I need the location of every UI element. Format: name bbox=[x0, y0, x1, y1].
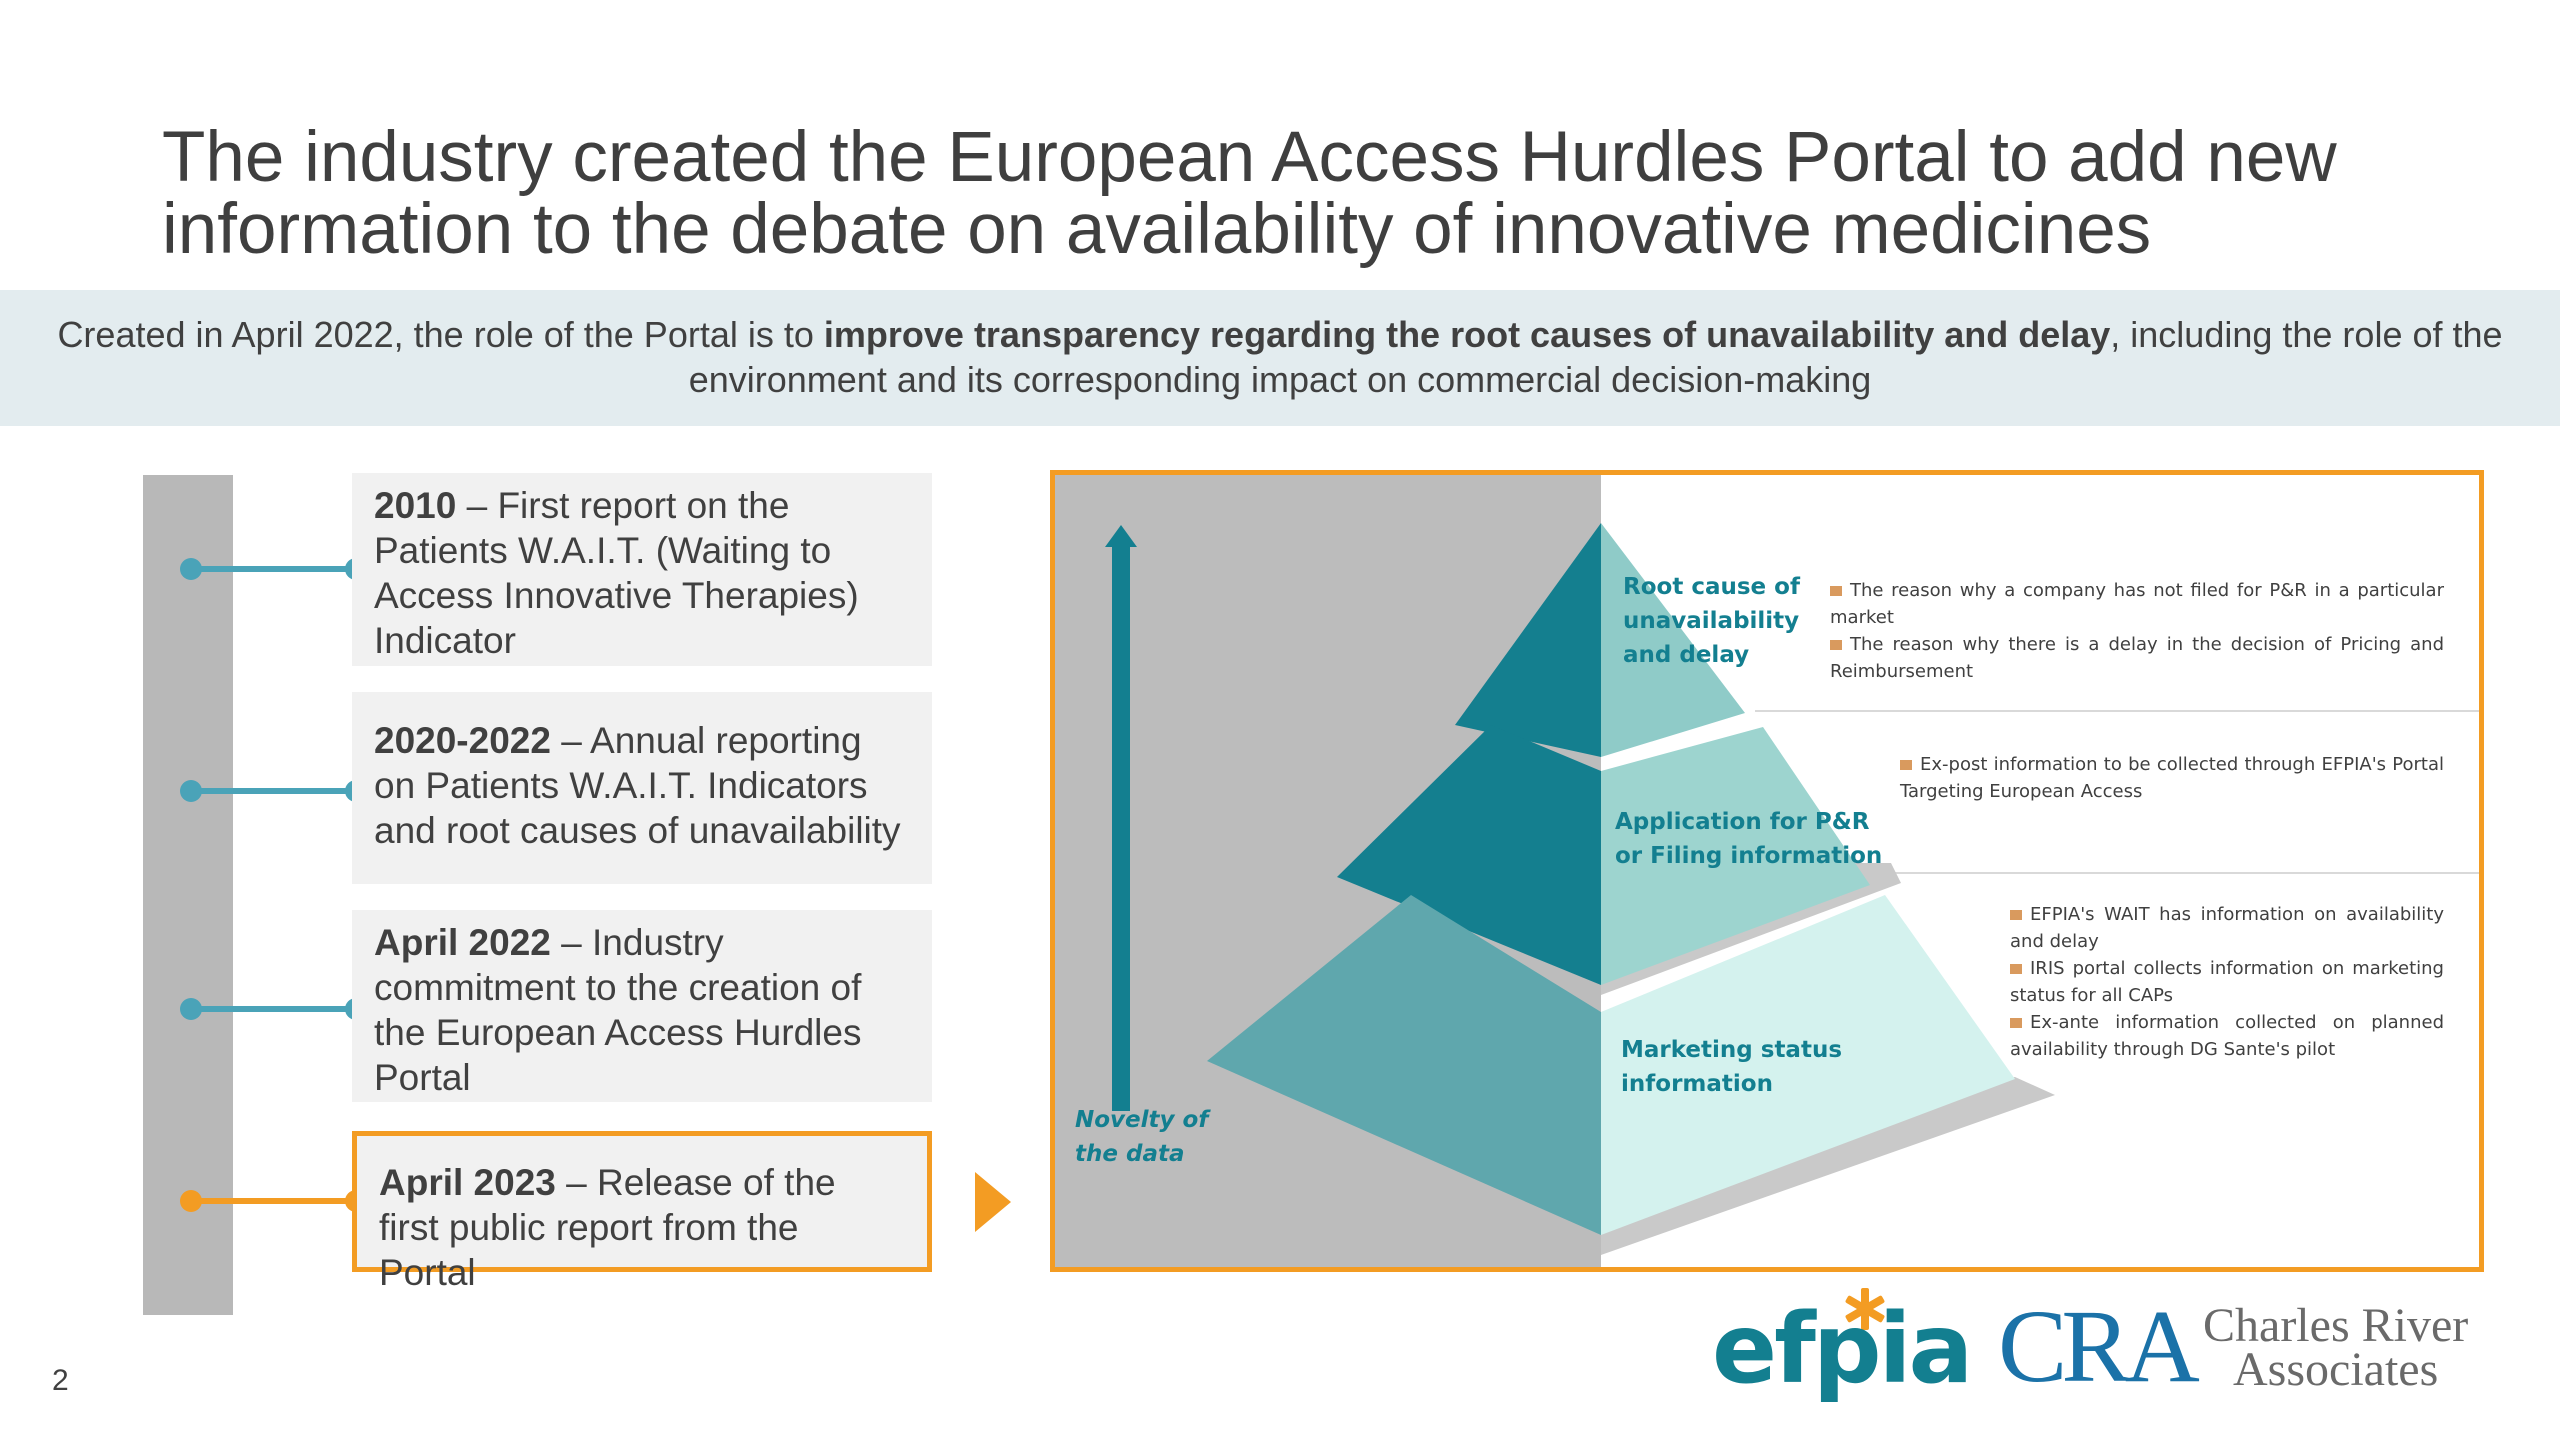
pyramid-label-marketing-status bbox=[1621, 1033, 1842, 1101]
timeline-rail-arrowhead bbox=[143, 1272, 233, 1314]
pyramid-label-line: Marketing status bbox=[1621, 1037, 1843, 1063]
pyramid-label-line: unavailability bbox=[1623, 608, 1800, 634]
novelty-axis-label bbox=[1075, 1103, 1208, 1171]
pyramid-label-line: or Filing information bbox=[1615, 843, 1883, 869]
cra-logo bbox=[1998, 1289, 2498, 1404]
pointer-arrow bbox=[975, 1172, 1011, 1232]
bullet-square-icon bbox=[1830, 640, 1842, 650]
timeline-connector bbox=[190, 566, 356, 572]
subtitle-lead: Created in April 2022, the role of the Portal is to bbox=[57, 314, 824, 355]
cra-name bbox=[2203, 1299, 2469, 1396]
bullet-item: Ex-post information to be collected through EFPIA's Portal Targeting European Access bbox=[1900, 754, 2444, 802]
subtitle-emphasis: improve transparency regarding the root causes of unavailability and delay bbox=[823, 314, 2111, 355]
slide-title bbox=[162, 118, 2462, 269]
timeline-text: – Annual reporting on Patients W.A.I.T. Indicators and root causes of unavailability bbox=[374, 720, 901, 851]
timeline-rail bbox=[143, 475, 233, 1315]
bullet-item: The reason why a company has not filed for P&R in a particular market bbox=[1830, 580, 2444, 628]
timeline-text: – Industry commitment to the creation of the European Access Hurdles Portal bbox=[374, 922, 862, 1098]
timeline-text: – Release of the first public report from the Portal bbox=[379, 1162, 836, 1293]
title-line-2: information to the debate on availability of innovative medicines bbox=[162, 190, 2152, 269]
bullet-item: Ex-ante information collected on planned availability through DG Sante's pilot bbox=[2010, 1012, 2444, 1060]
timeline-item-april-2023 bbox=[352, 1131, 932, 1293]
pyramid-label-line: Root cause of bbox=[1623, 574, 1800, 600]
timeline-dot-highlight bbox=[180, 1190, 202, 1212]
page-number: 2 bbox=[52, 1364, 69, 1397]
novelty-label-line: Novelty of bbox=[1075, 1107, 1209, 1133]
timeline-year: 2020-2022 bbox=[374, 720, 551, 761]
bullet-square-icon bbox=[2010, 1018, 2022, 1028]
cra-name-line: Associates bbox=[2233, 1343, 2439, 1396]
novelty-arrow-shaft bbox=[1112, 543, 1130, 1111]
bullet-item: The reason why there is a delay in the decision of Pricing and Reimbursement bbox=[1830, 634, 2444, 682]
timeline-dot bbox=[180, 998, 202, 1020]
subtitle-tail: , including the role of the environment and its corresponding impact on commercial decision-making bbox=[688, 314, 2503, 400]
cra-name-line: Charles River bbox=[2203, 1299, 2469, 1352]
bullet-list-marketing-status bbox=[2010, 901, 2444, 1063]
bullet-square-icon bbox=[1830, 586, 1842, 596]
timeline-dot bbox=[180, 780, 202, 802]
cra-mark: CRA bbox=[1998, 1289, 2194, 1404]
novelty-label-line: the data bbox=[1075, 1141, 1185, 1167]
subtitle-text bbox=[30, 312, 2530, 402]
timeline-year: April 2023 bbox=[379, 1162, 556, 1203]
bullet-list-root-cause bbox=[1830, 577, 2444, 685]
pyramid-diagram bbox=[1050, 470, 2484, 1272]
bullet-square-icon bbox=[2010, 910, 2022, 920]
bullet-square-icon bbox=[1900, 760, 1912, 770]
timeline-year: April 2022 bbox=[374, 922, 551, 963]
timeline-connector-highlight bbox=[190, 1198, 356, 1204]
bullet-list-application bbox=[1900, 751, 2444, 805]
bullet-square-icon bbox=[2010, 964, 2022, 974]
timeline-dot bbox=[180, 558, 202, 580]
timeline-item-april-2022 bbox=[352, 910, 932, 1102]
efpia-wordmark: efpia bbox=[1712, 1293, 1971, 1405]
timeline-item-2020-2022 bbox=[352, 692, 932, 884]
efpia-logo bbox=[1712, 1288, 1971, 1418]
bullet-item: IRIS portal collects information on marketing status for all CAPs bbox=[2010, 958, 2444, 1006]
pyramid-label-root-cause bbox=[1623, 570, 1800, 672]
pyramid-label-line: and delay bbox=[1623, 642, 1750, 668]
title-line-1: The industry created the European Access Hurdles Portal to add new bbox=[162, 118, 2337, 197]
pyramid-label-line: information bbox=[1621, 1071, 1773, 1097]
timeline-text: – First report on the Patients W.A.I.T. (Waiting to Access Innovative Therapies) Indicator bbox=[374, 485, 859, 661]
timeline-connector bbox=[190, 1006, 356, 1012]
timeline-connector bbox=[190, 788, 356, 794]
pyramid-label-application bbox=[1615, 805, 1882, 873]
pyramid-label-line: Application for P&R bbox=[1615, 809, 1870, 835]
bullet-item: EFPIA's WAIT has information on availability and delay bbox=[2010, 904, 2444, 952]
timeline-item-2010 bbox=[352, 473, 932, 666]
timeline-year: 2010 bbox=[374, 485, 457, 526]
